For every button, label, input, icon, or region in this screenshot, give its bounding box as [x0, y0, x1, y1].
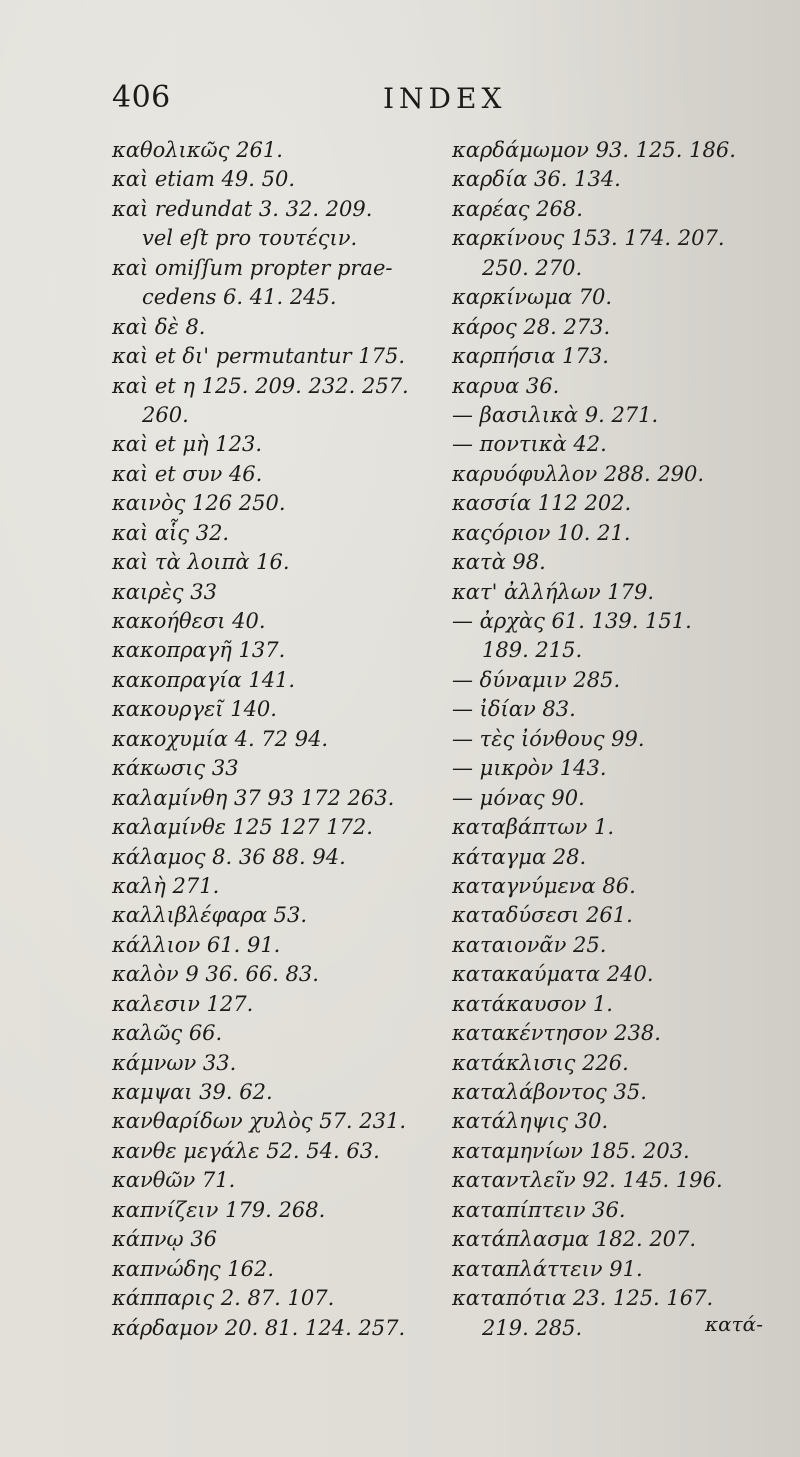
- index-entry: κάλαμος 8. 36 88. 94.: [112, 844, 346, 869]
- index-entry: καλῶς 66.: [112, 1021, 223, 1046]
- index-entry: καταβάπτων 1.: [452, 815, 615, 840]
- index-entry: καταπλάττειν 91.: [452, 1256, 643, 1281]
- index-entry: καλλιβλέφαρα 53.: [112, 903, 308, 928]
- index-column-right: [452, 136, 782, 1343]
- index-entry: 189. 215.: [482, 638, 583, 663]
- index-entry: 219. 285.: [482, 1315, 583, 1340]
- index-entry: κάταγμα 28.: [452, 844, 587, 869]
- index-entry: κακουργεῖ 140.: [112, 697, 277, 722]
- index-entry: — βασιλικὰ 9. 271.: [452, 402, 659, 427]
- index-entry: καταντλεῖν 92. 145. 196.: [452, 1168, 723, 1193]
- index-entry: καρκίνους 153. 174. 207.: [452, 226, 725, 251]
- index-entry: καὶ et μὴ 123.: [112, 432, 263, 457]
- index-entry: κατ' ἀλλήλων 179.: [452, 579, 655, 604]
- index-entry: καινὸς 126 250.: [112, 491, 286, 516]
- index-entry: κανθῶν 71.: [112, 1168, 236, 1193]
- index-entry: καταλάβοντος 35.: [452, 1080, 647, 1104]
- index-entry: κάρδαμον 20. 81. 124. 257.: [112, 1315, 406, 1340]
- index-entry: 260.: [142, 402, 189, 427]
- index-entry: κανθε μεγάλε 52. 54. 63.: [112, 1138, 380, 1163]
- index-entry: κάμνων 33.: [112, 1050, 237, 1075]
- index-entry: — δύναμιν 285.: [452, 667, 621, 692]
- index-entry: κακοπραγία 141.: [112, 667, 296, 692]
- index-entry: καπνώδης 162.: [112, 1256, 275, 1281]
- index-entry: καλαμίνθε 125 127 172.: [112, 815, 373, 840]
- index-entry: — τὲς ἰόνθους 99.: [452, 726, 645, 751]
- index-entry: vel eſt pro τουτέςιν.: [142, 226, 358, 251]
- index-entry: καιρὲς 33: [112, 579, 217, 604]
- index-entry: καςόριον 10. 21.: [452, 520, 631, 545]
- catchword: κατά-: [705, 1312, 763, 1336]
- index-entry: cedens 6. 41. 245.: [142, 285, 337, 310]
- index-entry: κατακέντησον 238.: [452, 1021, 661, 1046]
- index-entry: κάπνῳ 36: [112, 1227, 218, 1252]
- index-entry: — ποντικὰ 42.: [452, 432, 607, 457]
- index-entry: κακοπραγῆ 137.: [112, 638, 286, 663]
- index-entry: καθολικῶς 261.: [112, 138, 283, 162]
- index-entry: καταπότια 23. 125. 167.: [452, 1286, 714, 1311]
- index-entry: καὶ et δι' permutantur 175.: [112, 344, 405, 369]
- index-entry: κατάληψις 30.: [452, 1109, 609, 1134]
- index-entry: κακοήθεσι 40.: [112, 609, 266, 633]
- index-entry: καταπίπτειν 36.: [452, 1197, 626, 1222]
- index-entry: καὶ τὰ λοιπὰ 16.: [112, 550, 290, 575]
- index-entry: κατάκλισις 226.: [452, 1050, 629, 1075]
- index-entry: — ἀρχὰς 61. 139. 151.: [452, 609, 692, 633]
- index-entry: καλὸν 9 36. 66. 83.: [112, 962, 319, 987]
- index-entry: καλὴ 271.: [112, 873, 220, 898]
- index-entry: κατακαύματα 240.: [452, 962, 654, 987]
- index-entry: καρπήσια 173.: [452, 344, 609, 369]
- index-entry: κάλλιον 61. 91.: [112, 932, 281, 957]
- index-entry: κατάκαυσον 1.: [452, 991, 613, 1016]
- index-entry: καὶ etiam 49. 50.: [112, 167, 296, 192]
- index-entry: καὶ δὲ 8.: [112, 314, 206, 339]
- index-entry: καρδάμωμον 93. 125. 186.: [452, 138, 736, 162]
- index-entry: καταγνύμενα 86.: [452, 873, 636, 898]
- index-entry: 250. 270.: [482, 255, 583, 280]
- index-entry: κακοχυμία 4. 72 94.: [112, 726, 329, 751]
- index-entry: καλεσιν 127.: [112, 991, 254, 1016]
- index-entry: κάκωσις 33: [112, 756, 239, 781]
- index-entry: — μόνας 90.: [452, 785, 585, 810]
- index-entry: καλαμίνθη 37 93 172 263.: [112, 785, 395, 810]
- index-entry: κάππαρις 2. 87. 107.: [112, 1286, 335, 1311]
- page-number: 406: [112, 80, 171, 115]
- index-entry: καρκίνωμα 70.: [452, 285, 613, 310]
- index-entry: καὶ omiſſum propter prae-: [112, 255, 393, 280]
- index-entry: καὶ et η 125. 209. 232. 257.: [112, 373, 409, 398]
- index-entry: καρδία 36. 134.: [452, 167, 621, 192]
- index-entry: καὶ αἷς 32.: [112, 520, 230, 545]
- index-entry: κάρος 28. 273.: [452, 314, 611, 339]
- index-entry: καταδύσεσι 261.: [452, 903, 633, 928]
- index-entry: κατὰ 98.: [452, 550, 546, 575]
- index-entry: κασσία 112 202.: [452, 491, 632, 516]
- running-head: INDEX: [383, 82, 507, 115]
- index-entry: καρυόφυλλον 288. 290.: [452, 461, 705, 486]
- index-entry: — ἰδίαν 83.: [452, 697, 576, 722]
- index-entry: καταιονᾶν 25.: [452, 932, 607, 957]
- index-entry: κατάπλασμα 182. 207.: [452, 1227, 697, 1252]
- index-entry: καὶ redundat 3. 32. 209.: [112, 196, 373, 221]
- index-entry: καὶ et συν 46.: [112, 461, 263, 486]
- index-entry: — μικρὸν 143.: [452, 756, 607, 781]
- index-entry: καπνίζειν 179. 268.: [112, 1197, 326, 1222]
- index-entry: καρέας 268.: [452, 196, 583, 221]
- index-column-left: [112, 136, 452, 1343]
- index-entry: καταμηνίων 185. 203.: [452, 1138, 690, 1163]
- index-entry: καρυα 36.: [452, 373, 560, 398]
- index-entry: καμψαι 39. 62.: [112, 1080, 273, 1104]
- index-entry: κανθαρίδων χυλὸς 57. 231.: [112, 1109, 407, 1134]
